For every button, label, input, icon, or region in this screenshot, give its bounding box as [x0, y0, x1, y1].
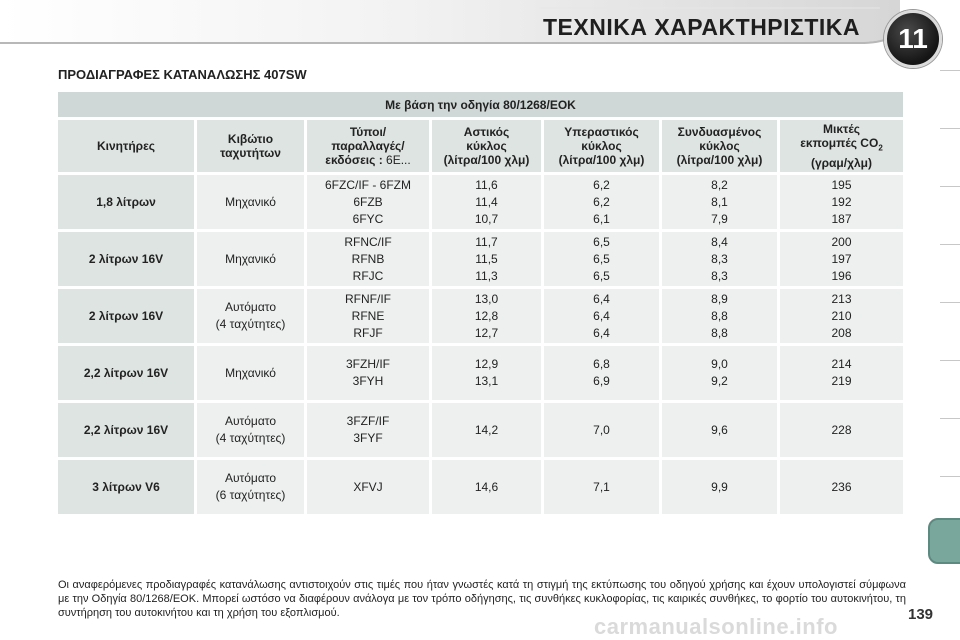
urban-cycle-cell [429, 346, 541, 400]
engine-cell: 2 λίτρων 16V [58, 232, 194, 286]
cell-line: Μηχανικό [225, 251, 276, 266]
col-header-urban: Αστικός κύκλος (λίτρα/100 χλμ) [429, 120, 541, 172]
co2-emissions-cell [777, 460, 903, 514]
type-codes-cell [304, 403, 429, 457]
cell-line: 6,4 [593, 291, 610, 306]
cell-line: Μηχανικό [225, 194, 276, 209]
combined-cycle-cell [659, 346, 777, 400]
cell-line: RFNC/IF [344, 234, 392, 249]
cell-line: Αυτόματο [224, 300, 277, 314]
type-codes-cell [304, 346, 429, 400]
cell-line: 7,9 [711, 211, 728, 226]
chapter-tab-active[interactable] [928, 518, 960, 564]
table-row [58, 175, 903, 229]
cell-line: 9,9 [711, 479, 728, 494]
co2-emissions-cell [777, 175, 903, 229]
cell-line: 8,4 [711, 234, 728, 249]
chapter-tab[interactable] [940, 302, 960, 361]
gearbox-cell [194, 403, 304, 457]
cell-line: 12,7 [474, 325, 499, 340]
extra-urban-cycle-cell [541, 403, 659, 457]
urban-cycle-cell [429, 232, 541, 286]
cell-line: 187 [831, 211, 852, 226]
table-row [58, 232, 903, 286]
cell-line: RFNF/IF [345, 291, 391, 306]
extra-urban-cycle-cell [541, 289, 659, 343]
cell-line: 14,6 [474, 479, 499, 494]
watermark: carmanualsonline.info [594, 614, 838, 639]
footnote-text: Οι αναφερόμενες προδιαγραφές κατανάλωσης αντιστοιχούν στις τιμές που ήταν γνωστές κατά τη στιγμή της εκτύπωσης του οδηγού χρήσης και έχουν υπολογιστεί σύμφωνα με την Οδηγία 80/1268/ΕΟΚ. Μπορεί ωστόσο να διαφέρουν ανάλογα με τον τρόπο οδήγησης, τις συνθήκες κυκλοφορίας, τις καιρικές συνθήκες, το φορτίο του αυτοκινήτου, τη συντήρηση του αυτοκινήτου και τη χρήση του εξοπλισμού. [58, 579, 906, 619]
cell-line: 8,1 [711, 194, 728, 209]
table-row [58, 289, 903, 343]
combined-cycle-cell [659, 175, 777, 229]
chapter-tab[interactable] [940, 186, 960, 245]
cell-line: 3FZF/IF [346, 414, 390, 428]
cell-line: RFNB [351, 251, 385, 266]
consumption-table [58, 89, 903, 517]
cell-line: 3FZH/IF [346, 357, 390, 371]
cell-line: 6,8 [593, 357, 610, 371]
co2-emissions-cell [777, 403, 903, 457]
co2-emissions-cell [777, 232, 903, 286]
cell-line: 11,6 [475, 177, 498, 192]
chapter-tab[interactable] [940, 418, 960, 477]
cell-line: 8,3 [711, 268, 728, 283]
cell-line: 11,3 [475, 268, 498, 283]
gearbox-cell [194, 460, 304, 514]
extra-urban-cycle-cell [541, 232, 659, 286]
cell-line: 6,2 [593, 194, 610, 209]
gearbox-cell [194, 232, 304, 286]
gearbox-cell [194, 289, 304, 343]
col-header-combined: Συνδυασμένος κύκλος (λίτρα/100 χλμ) [659, 120, 777, 172]
cell-line: 11,4 [475, 194, 498, 209]
col-header-engines: Κινητήρες [58, 120, 194, 172]
combined-cycle-cell [659, 232, 777, 286]
cell-line: Μηχανικό [225, 365, 276, 380]
page-title: ΤΕΧΝΙΚΑ ΧΑΡΑΚΤΗΡΙΣΤΙΚΑ [543, 14, 860, 40]
cell-line: 8,9 [711, 291, 728, 306]
cell-line: 6,4 [593, 325, 610, 340]
cell-line: 219 [831, 374, 852, 388]
cell-line: 192 [831, 194, 852, 209]
col-header-gearbox: Κιβώτιο ταχυτήτων [194, 120, 304, 172]
cell-line: 3FYF [353, 431, 383, 445]
combined-cycle-cell [659, 460, 777, 514]
cell-line: 11,7 [475, 234, 498, 249]
cell-line: 6,9 [593, 374, 610, 388]
urban-cycle-cell [429, 403, 541, 457]
cell-line: 200 [831, 234, 852, 249]
cell-line: 9,6 [711, 422, 728, 437]
cell-line: RFJF [353, 325, 383, 340]
col-header-types: Τύποι/ παραλλαγές/ εκδόσεις : 6E... [304, 120, 429, 172]
cell-line: 12,8 [474, 308, 499, 323]
cell-line: 6,5 [593, 234, 610, 249]
combined-cycle-cell [659, 403, 777, 457]
chapter-tab[interactable] [940, 128, 960, 187]
extra-urban-cycle-cell [541, 346, 659, 400]
cell-line: 3FYH [352, 374, 384, 388]
gearbox-cell [194, 175, 304, 229]
chapter-tab[interactable] [940, 70, 960, 129]
engine-cell: 3 λίτρων V6 [58, 460, 194, 514]
cell-line: 195 [831, 177, 852, 192]
extra-urban-cycle-cell [541, 175, 659, 229]
engine-cell: 2,2 λίτρων 16V [58, 346, 194, 400]
chapter-tab[interactable] [940, 244, 960, 303]
cell-line: 214 [831, 357, 852, 371]
cell-line: 6,5 [593, 268, 610, 283]
gearbox-cell [194, 346, 304, 400]
col-header-co2: Μικτές εκπομπές $CO_2$ (γραμ/χλμ) [777, 120, 903, 172]
type-codes-cell [304, 460, 429, 514]
page-number: 139 [908, 606, 934, 623]
cell-line: 9,0 [711, 357, 728, 371]
section-heading: ΠΡΟΔΙΑΓΡΑΦΕΣ ΚΑΤΑΝΑΛΩΣΗΣ 407SW [58, 67, 307, 82]
cell-line: 6,5 [593, 251, 610, 266]
table-row [58, 346, 903, 400]
cell-line: 12,9 [474, 357, 499, 371]
engine-cell: 2,2 λίτρων 16V [58, 403, 194, 457]
cell-line: 8,3 [711, 251, 728, 266]
cell-line: (4 ταχύτητες) [215, 431, 286, 445]
table-caption-row [58, 92, 903, 117]
chapter-badge: 11 [884, 10, 942, 68]
cell-line: 13,0 [474, 291, 499, 306]
engine-cell: 1,8 λίτρων [58, 175, 194, 229]
cell-line: 236 [831, 479, 852, 494]
cell-line: 213 [831, 291, 852, 306]
cell-line: RFJC [352, 268, 384, 283]
cell-line: Αυτόματο [224, 414, 277, 428]
cell-line: 7,0 [593, 422, 610, 437]
table-row [58, 460, 903, 514]
cell-line: 11,5 [475, 251, 498, 266]
cell-line: 6FZC/IF - 6FZM [325, 177, 411, 192]
cell-line: 197 [831, 251, 852, 266]
co2-emissions-cell [777, 289, 903, 343]
type-codes-cell [304, 289, 429, 343]
cell-line: XFVJ [353, 479, 383, 494]
cell-line: 210 [831, 308, 852, 323]
cell-line: 196 [831, 268, 852, 283]
chapter-tab[interactable] [940, 360, 960, 419]
cell-line: Αυτόματο [224, 471, 277, 485]
table-header-row [58, 120, 903, 172]
type-codes-cell [304, 175, 429, 229]
cell-line: 208 [831, 325, 852, 340]
combined-cycle-cell [659, 289, 777, 343]
table-row [58, 403, 903, 457]
cell-line: 6,2 [593, 177, 610, 192]
cell-line: 8,8 [711, 325, 728, 340]
cell-line: 228 [831, 422, 852, 437]
table-body [58, 175, 903, 514]
cell-line: 6FZB [353, 194, 383, 209]
urban-cycle-cell [429, 175, 541, 229]
co2-emissions-cell [777, 346, 903, 400]
urban-cycle-cell [429, 289, 541, 343]
cell-line: RFNE [351, 308, 385, 323]
cell-line: 6,1 [593, 211, 610, 226]
cell-line: 7,1 [593, 479, 610, 494]
cell-line: 14,2 [474, 422, 499, 437]
cell-line: (6 ταχύτητες) [215, 488, 286, 502]
table-caption: Με βάση την οδηγία 80/1268/ΕΟΚ [58, 92, 903, 117]
cell-line: 10,7 [474, 211, 499, 226]
engine-cell: 2 λίτρων 16V [58, 289, 194, 343]
cell-line: (4 ταχύτητες) [215, 317, 286, 331]
urban-cycle-cell [429, 460, 541, 514]
extra-urban-cycle-cell [541, 460, 659, 514]
cell-line: 9,2 [711, 374, 728, 388]
cell-line: 6,4 [593, 308, 610, 323]
cell-line: 13,1 [474, 374, 499, 388]
col-header-extra-urban: Υπεραστικός κύκλος (λίτρα/100 χλμ) [541, 120, 659, 172]
cell-line: 8,2 [711, 177, 728, 192]
cell-line: 6FYC [352, 211, 384, 226]
cell-line: 8,8 [711, 308, 728, 323]
type-codes-cell [304, 232, 429, 286]
